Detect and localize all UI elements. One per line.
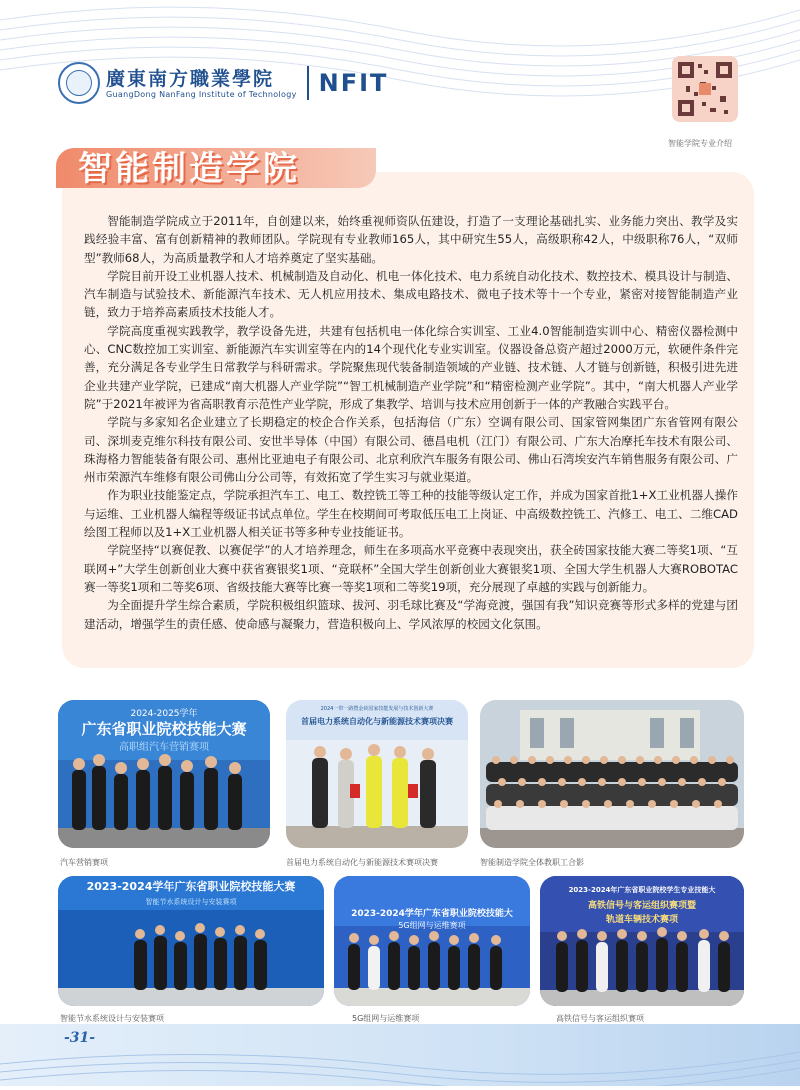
photo-sign-main: 首届电力系统自动化与新能源技术赛项决赛 [301, 717, 453, 726]
paragraph: 为全面提升学生综合素质，学院积极组织篮球、拔河、羽毛球比赛及“学海竞渡，强国有我”知识竞赛等形式多样的党建与团建活动，增强学生的责任感、使命感与凝聚力，营造积极向上、学风浓厚的校园文化氛围。 [84, 598, 738, 631]
photo-caption: 首届电力系统自动化与新能源技术赛项决赛 [286, 858, 438, 867]
photo-sign-sub: 5G组网与运维赛项 [398, 921, 466, 930]
photo-sign-top: 2024一带一路暨金砖国家技能发展与技术创新大赛 [320, 706, 434, 712]
photo-power-system [286, 700, 468, 848]
photo-5g-network [334, 876, 530, 1006]
logo-english-name: GuangDong NanFang Institute of Technology [106, 89, 297, 99]
photo-sign-top: 2024-2025学年 [130, 709, 198, 719]
page-number: -31- [64, 1030, 96, 1046]
logo-chinese-name: 廣東南方職業學院 [106, 67, 275, 90]
qr-caption: 智能学院专业介绍 [668, 139, 732, 148]
photo-auto-marketing [58, 700, 270, 848]
photo-caption: 5G组网与运维赛项 [352, 1014, 420, 1023]
photo-sign-top: 2023-2024年广东省职业院校学生专业技能大 [568, 886, 716, 894]
photo-sign-main: 2023-2024学年广东省职业院校技能大 [351, 909, 513, 919]
photo-sign-sub: 智能节水系统设计与安装赛项 [145, 898, 237, 906]
logo-divider [307, 66, 309, 100]
section-title: 智能制造学院 [78, 149, 300, 189]
photo-sign-main: 2023-2024学年广东省职业院校技能大赛 [86, 880, 296, 893]
paragraph: 学院与多家知名企业建立了长期稳定的校企合作关系，包括海信（广东）空调有限公司、国家管网集团广东省管网有限公司、深圳麦克维尔科技有限公司、安世半导体（中国）有限公司、德昌电机（江门）有限公司、广东大冶摩托车技术有限公司、珠海格力智能装备有限公司、惠州比亚迪电子有限公司、北京利欣汽车服务有限公司、佛山石湾埃安汽车销售服务有限公司、广州市荣源汽车维修有限公司佛山分公司等，有效拓宽了学生实习与就业渠道。 [84, 415, 738, 485]
photo-rail-signal [540, 876, 744, 1006]
body-text [84, 212, 738, 633]
photo-sign-sub: 轨道车辆技术赛项 [605, 915, 679, 925]
paragraph: 学院目前开设工业机器人技术、机械制造及自动化、机电一体化技术、电力系统自动化技术、数控技术、模具设计与制造、汽车制造与试验技术、新能源汽车技术、无人机应用技术、集成电路技术、微电子技术等十一个专业，紧密对接智能制造产业链，致力于培养高素质技术技能人才。 [84, 268, 738, 320]
paragraph: 智能制造学院成立于2011年，自创建以来，始终重视师资队伍建设，打造了一支理论基础扎实、业务能力突出、教学及实践经验丰富、富有创新精神的教师团队。学院现有专业教师165人，其中研究生55人，高级职称42人，中级职称76人，“双师型”教师68人，为高质量教学和人才培养奠定了坚实基础。 [84, 214, 738, 265]
logo-abbreviation: NFIT [318, 69, 389, 97]
photo-sign-main: 高铁信号与客运组织赛项暨 [587, 901, 697, 911]
photo-sign-main: 广东省职业院校技能大赛 [81, 720, 247, 738]
photo-caption: 高铁信号与客运组织赛项 [556, 1014, 644, 1023]
photo-caption: 智能节水系统设计与安装赛项 [60, 1014, 164, 1023]
footer-band [0, 1024, 800, 1086]
college-logo [58, 62, 388, 104]
photo-staff-group [480, 700, 744, 848]
paragraph: 作为职业技能鉴定点，学院承担汽车工、电工、数控铣工等工种的技能等级认定工作，并成为国家首批1+X工业机器人操作与运维、工业机器人编程等级证书试点单位。学生在校期间可考取低压电工上岗证、中高级数控铣工、汽修工、电工、二维CAD绘图工程师以及1+X工业机器人相关证书等多种专业技能证书。 [84, 488, 738, 540]
photo-sign-sub: 高职组汽车营销赛项 [119, 742, 209, 753]
paragraph: 学院高度重视实践教学，教学设备先进，共建有包括机电一体化综合实训室、工业4.0智能制造实训中心、精密仪器检测中心、CNC数控加工实训室、新能源汽车实训室等在内的14个现代化专业实训室。仪器设备总资产超过2000万元，软硬件条件完善，充分满足各专业学生日常教学与科研需求。学院聚焦现代装备制造领域的产业链、技术链、人才链与创新链，积极引进先进企业共建产业学院，已建成“南大机器人产业学院”“智工机械制造产业学院”和“精密检测产业学院”。其中，“南大机器人产业学院”于2021年被评为省高职教育示范性产业学院，形成了集教学、培训与技术应用创新于一体的产教融合实践平台。 [84, 323, 738, 411]
photo-caption: 智能制造学院全体教职工合影 [480, 858, 584, 867]
paragraph: 学院坚持“以赛促教、以赛促学”的人才培养理念，师生在多项高水平竞赛中表现突出，获全砖国家技能大赛二等奖1项、“互联网+”大学生创新创业大赛中获省赛银奖1项、“竞联杯”全国大学生创新创业大赛银奖1项、全国大学生机器人大赛ROBOTAC赛一等奖1项和二等奖6项、省级技能大赛等比赛一等奖1项和二等奖19项，充分展现了卓越的实践与创新能力。 [84, 543, 738, 594]
college-seal-icon [58, 62, 100, 104]
qr-code-icon[interactable] [672, 56, 738, 122]
photo-caption: 汽车营销赛项 [60, 858, 108, 867]
photo-water-saving [58, 876, 324, 1006]
